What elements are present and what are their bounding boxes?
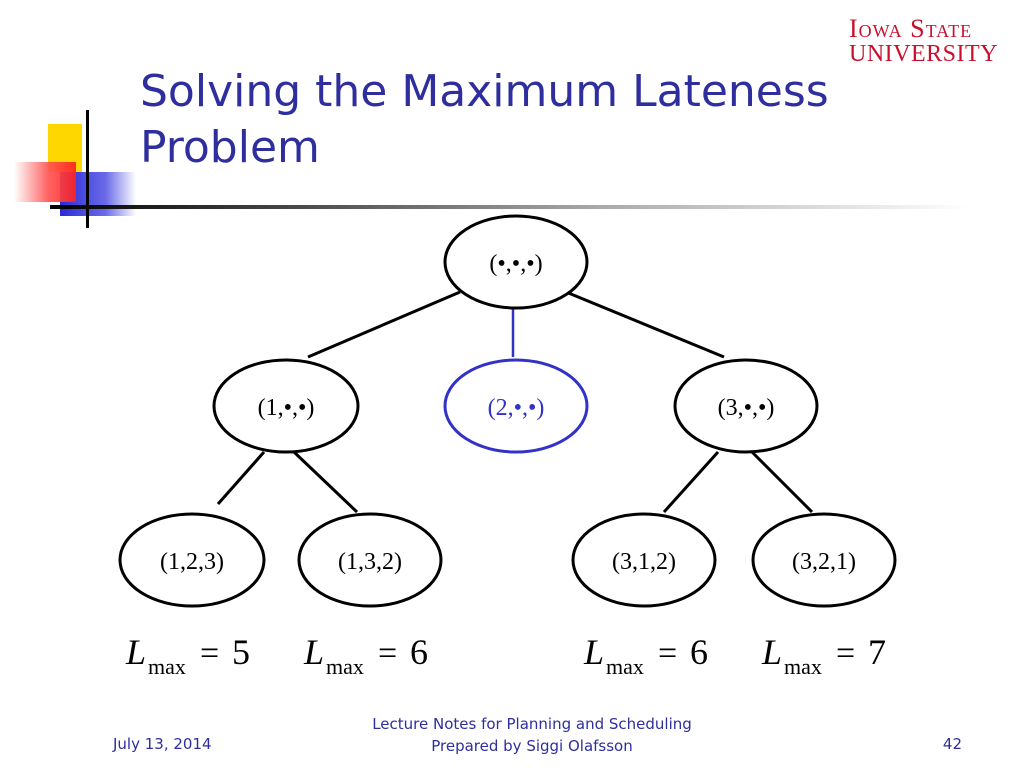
lmax-label-3 [583,632,708,679]
logo-line-2: UNIVERSITY [849,41,998,67]
node-root [445,216,587,308]
node-2xx [445,360,587,452]
node-3xx [675,360,817,452]
node-312 [573,514,715,606]
node-312-label: (3,1,2) [612,549,676,575]
footer-line-1: Lecture Notes for Planning and Scheduling [372,715,692,733]
lmax-1-L: L [126,632,147,672]
edge-3-312 [664,452,718,512]
lmax-4-sub: max [784,654,822,679]
lmax-4-eq: = [836,635,856,672]
node-1xx-label: (1,•,•) [257,395,315,421]
page-number: 42 [942,735,962,753]
lmax-4-L: L [762,632,783,672]
title-line-2: Problem [140,122,320,173]
node-321 [753,514,895,606]
node-132 [299,514,441,606]
lmax-2-sub: max [326,654,364,679]
edge-1-123 [218,452,264,504]
lmax-2-value: 6 [410,632,428,672]
node-123-label: (1,2,3) [160,549,224,575]
lmax-3-L: L [584,632,605,672]
node-root-label: (•,•,•) [489,251,543,277]
edge-3-321 [752,452,812,512]
edge-root-1 [308,292,460,357]
title-line-1: Solving the Maximum Lateness [140,66,829,117]
lmax-1-eq: = [200,635,220,672]
node-2xx-label: (2,•,•) [487,395,545,421]
lmax-2-eq: = [378,635,398,672]
lmax-label-4 [761,632,886,679]
edge-1-132 [294,452,357,512]
lmax-label-1 [125,632,250,679]
lmax-label-2 [303,632,428,679]
node-1xx [214,360,358,452]
node-132-label: (1,3,2) [338,549,402,575]
node-321-label: (3,2,1) [792,549,856,575]
node-123 [120,514,264,606]
lmax-1-value: 5 [232,632,250,672]
node-3xx-label: (3,•,•) [717,395,775,421]
footer-line-2: Prepared by Siggi Olafsson [431,737,633,755]
lmax-3-eq: = [658,635,678,672]
edge-root-3 [566,292,724,357]
lmax-3-sub: max [606,654,644,679]
lmax-1-sub: max [148,654,186,679]
lmax-3-value: 6 [690,632,708,672]
footer-date: July 13, 2014 [113,735,212,753]
lmax-2-L: L [304,632,325,672]
lmax-4-value: 7 [868,632,886,672]
footer-credits [300,713,764,757]
logo-line-1: Iowa State [849,14,973,43]
